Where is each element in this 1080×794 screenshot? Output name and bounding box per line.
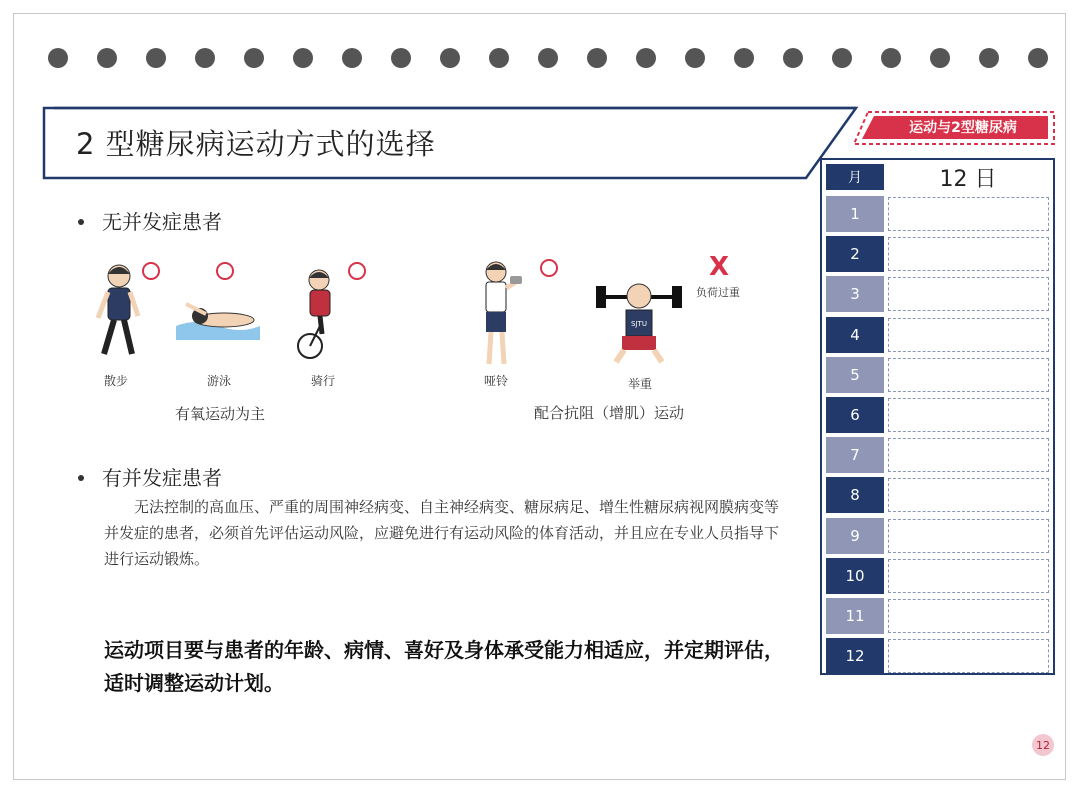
page-number: 12 [1032, 734, 1054, 756]
day-label: 12 日 [939, 166, 997, 192]
cycling-figure [296, 268, 342, 360]
emphasis-text: 运动项目要与患者的年龄、病情、喜好及身体承受能力相适应，并定期评估，适时调整运动计划。 [104, 638, 784, 695]
activity-label: 哑铃 [484, 374, 509, 388]
activity-label: 游泳 [207, 374, 232, 388]
calendar-row [826, 437, 1049, 473]
page-title: 2 型糖尿病运动方式的选择 [76, 127, 436, 161]
binder-dot [293, 48, 313, 68]
section2-heading [78, 462, 222, 491]
binder-dot [979, 48, 999, 68]
calendar-row-number: 4 [826, 317, 884, 353]
binder-dot [881, 48, 901, 68]
calendar-entry-box [888, 237, 1049, 271]
calendar-row-number: 6 [826, 397, 884, 433]
calendar-entry-box [888, 358, 1049, 392]
calendar-row [826, 558, 1049, 594]
topic-tag: 运动与2型糖尿病 [909, 120, 1017, 136]
calendar-row-number: 8 [826, 477, 884, 513]
binder-dot [146, 48, 166, 68]
calendar-row [826, 236, 1049, 272]
binder-dot [783, 48, 803, 68]
weightlifting-figure [596, 272, 682, 364]
calendar-row-number: 11 [826, 598, 884, 634]
aerobic-caption: 有氧运动为主 [175, 405, 266, 423]
calendar-row-number: 2 [826, 236, 884, 272]
swimming-figure [176, 300, 260, 342]
calendar-row [826, 317, 1049, 353]
calendar-row-number: 12 [826, 638, 884, 674]
x-mark-icon: X [709, 252, 730, 282]
ok-circle-icon [540, 259, 558, 277]
bullet-dot [78, 219, 84, 225]
binder-dot [587, 48, 607, 68]
calendar-row-number: 10 [826, 558, 884, 594]
binder-dot [489, 48, 509, 68]
binder-dot [48, 48, 68, 68]
ok-circle-icon [142, 262, 160, 280]
ok-circle-icon [216, 262, 234, 280]
binder-dot [538, 48, 558, 68]
ok-circle-icon [348, 262, 366, 280]
binder-dot [832, 48, 852, 68]
calendar-row [826, 477, 1049, 513]
shirt-text: SJTU [631, 320, 647, 328]
binder-dot [244, 48, 264, 68]
binder-dot [1028, 48, 1048, 68]
resistance-caption: 配合抗阻（增肌）运动 [534, 404, 685, 422]
calendar-header [822, 160, 1053, 194]
calendar-entry-box [888, 599, 1049, 633]
calendar-row [826, 397, 1049, 433]
bullet-dot [78, 475, 84, 481]
warning-text: 负荷过重 [696, 286, 740, 299]
activity-label: 骑行 [311, 374, 336, 388]
binder-dot [391, 48, 411, 68]
calendar-entry-box [888, 478, 1049, 512]
activity-label: 举重 [628, 377, 653, 391]
section1-heading [78, 206, 222, 235]
calendar-panel [820, 158, 1055, 675]
section2-heading-text: 有并发症患者 [102, 466, 222, 490]
calendar-row [826, 357, 1049, 393]
binder-dot [342, 48, 362, 68]
walking-figure [92, 262, 146, 362]
calendar-row-number: 5 [826, 357, 884, 393]
calendar-row [826, 196, 1049, 232]
dumbbell-figure [474, 260, 524, 370]
calendar-row-number: 3 [826, 276, 884, 312]
calendar-entry-box [888, 398, 1049, 432]
calendar-row-number: 7 [826, 437, 884, 473]
calendar-row-number: 1 [826, 196, 884, 232]
binder-dot [97, 48, 117, 68]
calendar-row [826, 638, 1049, 674]
calendar-row [826, 598, 1049, 634]
binder-dot [195, 48, 215, 68]
binder-dot [734, 48, 754, 68]
calendar-entry-box [888, 197, 1049, 231]
binder-dots [48, 48, 1048, 68]
calendar-entry-box [888, 559, 1049, 593]
calendar-row [826, 518, 1049, 554]
calendar-row-number: 9 [826, 518, 884, 554]
activity-label: 散步 [104, 374, 129, 388]
calendar-entry-box [888, 438, 1049, 472]
month-label: 月 [826, 164, 884, 190]
binder-dot [930, 48, 950, 68]
binder-dot [636, 48, 656, 68]
section2-paragraph: 无法控制的高血压、严重的周围神经病变、自主神经病变、糖尿病足、增生性糖尿病视网膜病变等并发症的患者，必须首先评估运动风险，应避免进行有运动风险的体育活动，并且应在专业人员指导下进行运动锻炼。 [104, 498, 780, 568]
calendar-row [826, 276, 1049, 312]
section1-heading-text: 无并发症患者 [102, 210, 222, 234]
calendar-entry-box [888, 277, 1049, 311]
binder-dot [685, 48, 705, 68]
binder-dot [440, 48, 460, 68]
calendar-entry-box [888, 318, 1049, 352]
calendar-entry-box [888, 519, 1049, 553]
calendar-entry-box [888, 639, 1049, 673]
